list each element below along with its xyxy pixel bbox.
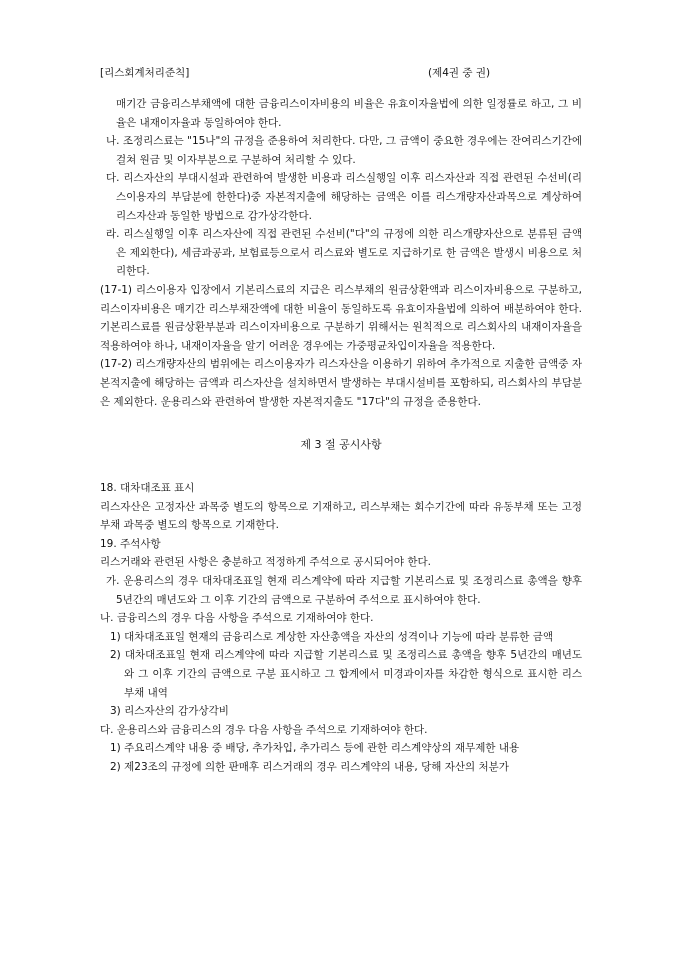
paragraph: 매기간 금융리스부채액에 대한 금융리스이자비용의 비율은 유효이자율법에 의한 일정률로 하고, 그 비율은 내재이자율과 동일하여야 한다. — [116, 98, 582, 129]
paragraph: 리스자산은 고정자산 과목중 별도의 항목으로 기재하고, 리스부채는 회수기간에 따라 유동부채 또는 고정부채 과목중 별도의 항목으로 기재한다. — [100, 500, 582, 532]
list-item: 2) 대차대조표일 현재 리스계약에 따라 지급할 기본리스료 및 조정리스료 총액을 향후 5년간의 매년도와 그 이후 기간의 금액으로 구분 표시하고 그 합계에서 미경과이자를 차감한 형식으로 표시한 리스부채 내역 — [110, 649, 582, 699]
section-title: 제 3 절 공시사항 — [300, 438, 382, 452]
list-item: 3) 리스자산의 감가상각비 — [110, 705, 229, 718]
list-item: 가. 운용리스의 경우 대차대조표일 현재 리스계약에 따라 지급할 기본리스료 및 조정리스료 총액을 향후 5년간의 매년도와 그 이후 기간의 금액으로 구분하여 주석으로 표시하여야 한다. — [106, 575, 582, 606]
article-heading: 18. 대차대조표 표시 — [100, 482, 195, 495]
header-right: (제4권 중 권) — [428, 67, 491, 79]
document-body — [100, 95, 582, 777]
paragraph: 다. 리스자산의 부대시설과 관련하여 발생한 비용과 리스실행일 이후 리스자산과 직접 관련된 수선비(리스이용자의 부담분에 한한다)중 자본적지출에 해당하는 금액은 이를 리스개량자산과목으로 계상하여 리스자산과 동일한 방법으로 감가상각한다. — [106, 172, 582, 222]
list-item: 2) 제23조의 규정에 의한 판매후 리스거래의 경우 리스계약의 내용, 당해 자산의 처분가 — [110, 761, 509, 773]
list-item: 1) 대차대조표일 현재의 금융리스로 계상한 자산총액을 자산의 성격이나 기능에 따라 분류한 금액 — [110, 630, 554, 643]
paragraph: 나. 조정리스료는 "15나"의 규정을 준용하여 처리한다. 다만, 그 금액이 중요한 경우에는 잔여리스기간에 걸쳐 원금 및 이자부분으로 구분하여 처리할 수 있다. — [106, 135, 582, 166]
article-heading: 19. 주석사항 — [100, 537, 161, 550]
header-left: [리스회계처리준칙] — [100, 67, 190, 79]
paragraph: (17-2) 리스개량자산의 범위에는 리스이용자가 리스자산을 이용하기 위하여 추가적으로 지출한 금액중 자본적지출에 해당하는 금액과 리스자산을 설치하면서 발생하는 부대시설비를 포함하되, 리스회사의 부담분은 제외한다. 운용리스와 관련하여 발생한 자본적지출도 "17다"의 규정을 준용한다. — [100, 358, 582, 408]
paragraph: 라. 리스실행일 이후 리스자산에 직접 관련된 수선비("다"의 규정에 의한 리스개량자산으로 분류된 금액은 제외한다), 세금과공과, 보험료등으로서 리스료와 별도로 지급하기로 한 금액은 발생시 비용으로 처리한다. — [106, 228, 582, 278]
list-item: 다. 운용리스와 금융리스의 경우 다음 사항을 주석으로 기재하여야 한다. — [100, 723, 428, 736]
paragraph: (17-1) 리스이용자 입장에서 기본리스료의 지급은 리스부채의 원금상환액과 리스이자비용으로 구분하고, 리스이자비용은 매기간 리스부채잔액에 대한 비율이 동일하도록 유효이자율법에 의하여 배분하여야 한다. 기본리스료를 원금상환부분과 리스이자비용으로 구분하기 위해서는 원칙적으로 리스회사의 내재이자율을 적용하여야 하나, 내재이자율을 알기 어려운 경우에는 가중평균차입이자율을 적용한다. — [100, 283, 582, 352]
list-item: 1) 주요리스계약 내용 중 배당, 추가차입, 추가리스 등에 관한 리스계약상의 재무제한 내용 — [110, 742, 520, 755]
paragraph: 리스거래와 관련된 사항은 충분하고 적정하게 주석으로 공시되어야 한다. — [100, 556, 431, 569]
list-item: 나. 금융리스의 경우 다음 사항을 주석으로 기재하여야 한다. — [100, 612, 374, 625]
